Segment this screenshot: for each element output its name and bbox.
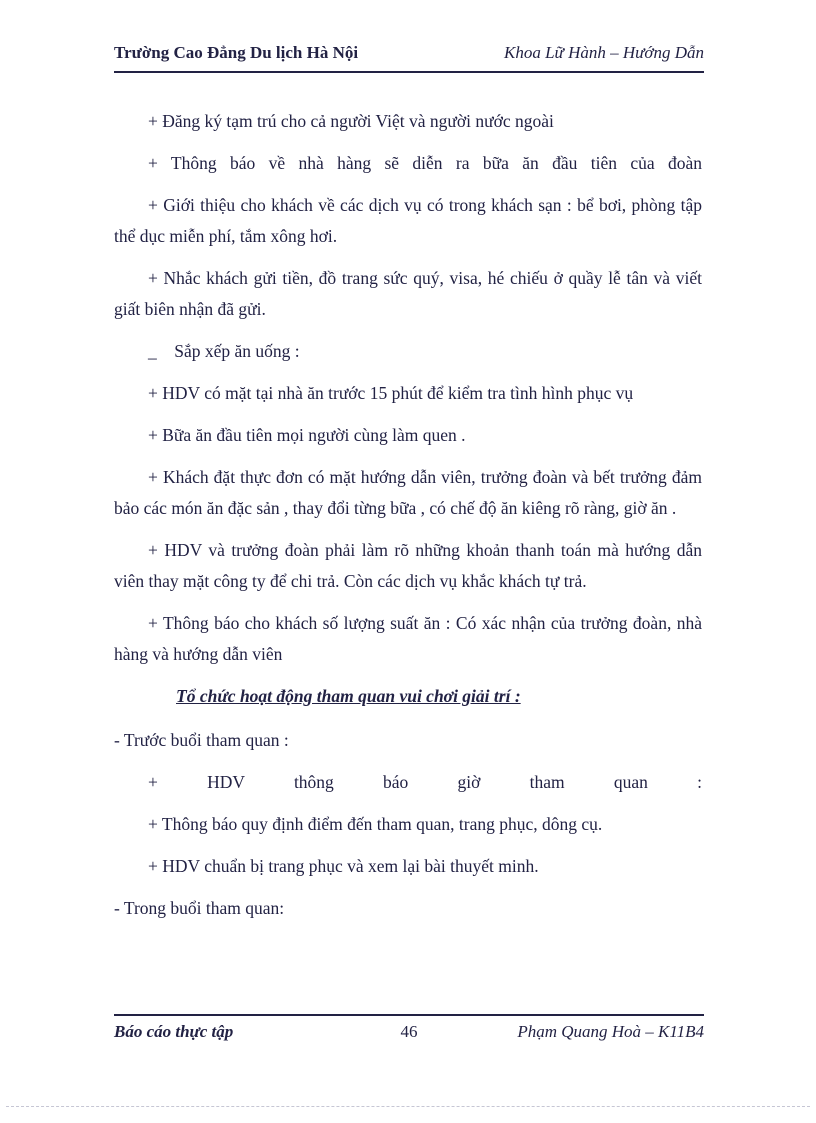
paragraph: + Bữa ăn đầu tiên mọi người cùng làm quen . — [148, 425, 466, 445]
paragraph: - Trước buổi tham quan : — [114, 730, 289, 750]
paragraph: + HDV chuẩn bị trang phục và xem lại bài thuyết minh. — [148, 856, 539, 876]
footer-report-title: Báo cáo thực tập — [114, 1022, 234, 1041]
paragraph: + Giới thiệu cho khách về các dịch vụ có trong khách sạn : bể bơi, phòng tập thể dục miễn phí, tắm xông hơi. — [114, 195, 702, 246]
section-heading: Tổ chức hoạt động tham quan vui chơi giải trí : — [176, 686, 521, 706]
paragraph: + Khách đặt thực đơn có mặt hướng dẫn viên, trưởng đoàn và bết trưởng đảm bảo các món ăn đặc sản , thay đổi từng bữa , có chế độ ăn kiêng rõ ràng, giờ ăn . — [114, 467, 702, 518]
page-footer — [114, 1014, 704, 1043]
footer-page-number: 46 — [400, 1022, 418, 1041]
paragraph: + Nhắc khách gửi tiền, đồ trang sức quý, visa, hé chiếu ở quầy lễ tân và viết giất biên nhận đã gửi. — [114, 268, 702, 319]
next-page-boundary — [6, 1106, 810, 1107]
paragraph: + HDV thông báo giờ tham quan : — [148, 772, 702, 792]
document-body — [114, 106, 702, 1008]
header-school-name: Trường Cao Đẳng Du lịch Hà Nội — [114, 43, 359, 62]
paragraph: _ Sắp xếp ăn uống : — [148, 341, 300, 361]
paragraph: + HDV có mặt tại nhà ăn trước 15 phút để kiểm tra tình hình phục vụ — [148, 383, 634, 403]
paragraph: + Thông báo quy định điểm đến tham quan, trang phục, dông cụ. — [148, 814, 603, 834]
page-header — [114, 42, 704, 73]
footer-author: Phạm Quang Hoà – K11B4 — [517, 1022, 704, 1041]
paragraph: + Thông báo cho khách số lượng suất ăn : Có xác nhận của trưởng đoàn, nhà hàng và hướng dẫn viên — [114, 613, 702, 664]
paragraph: + Thông báo về nhà hàng sẽ diễn ra bữa ăn đầu tiên của đoàn — [148, 153, 702, 173]
header-department: Khoa Lữ Hành – Hướng Dẫn — [504, 43, 704, 62]
paragraph: + Đăng ký tạm trú cho cả người Việt và người nước ngoài — [148, 111, 554, 131]
paragraph: + HDV và trưởng đoàn phải làm rõ những khoản thanh toán mà hướng dẫn viên thay mặt công ty để chi trả. Còn các dịch vụ khắc khách tự trả. — [114, 540, 702, 591]
paragraph: - Trong buổi tham quan: — [114, 898, 285, 918]
